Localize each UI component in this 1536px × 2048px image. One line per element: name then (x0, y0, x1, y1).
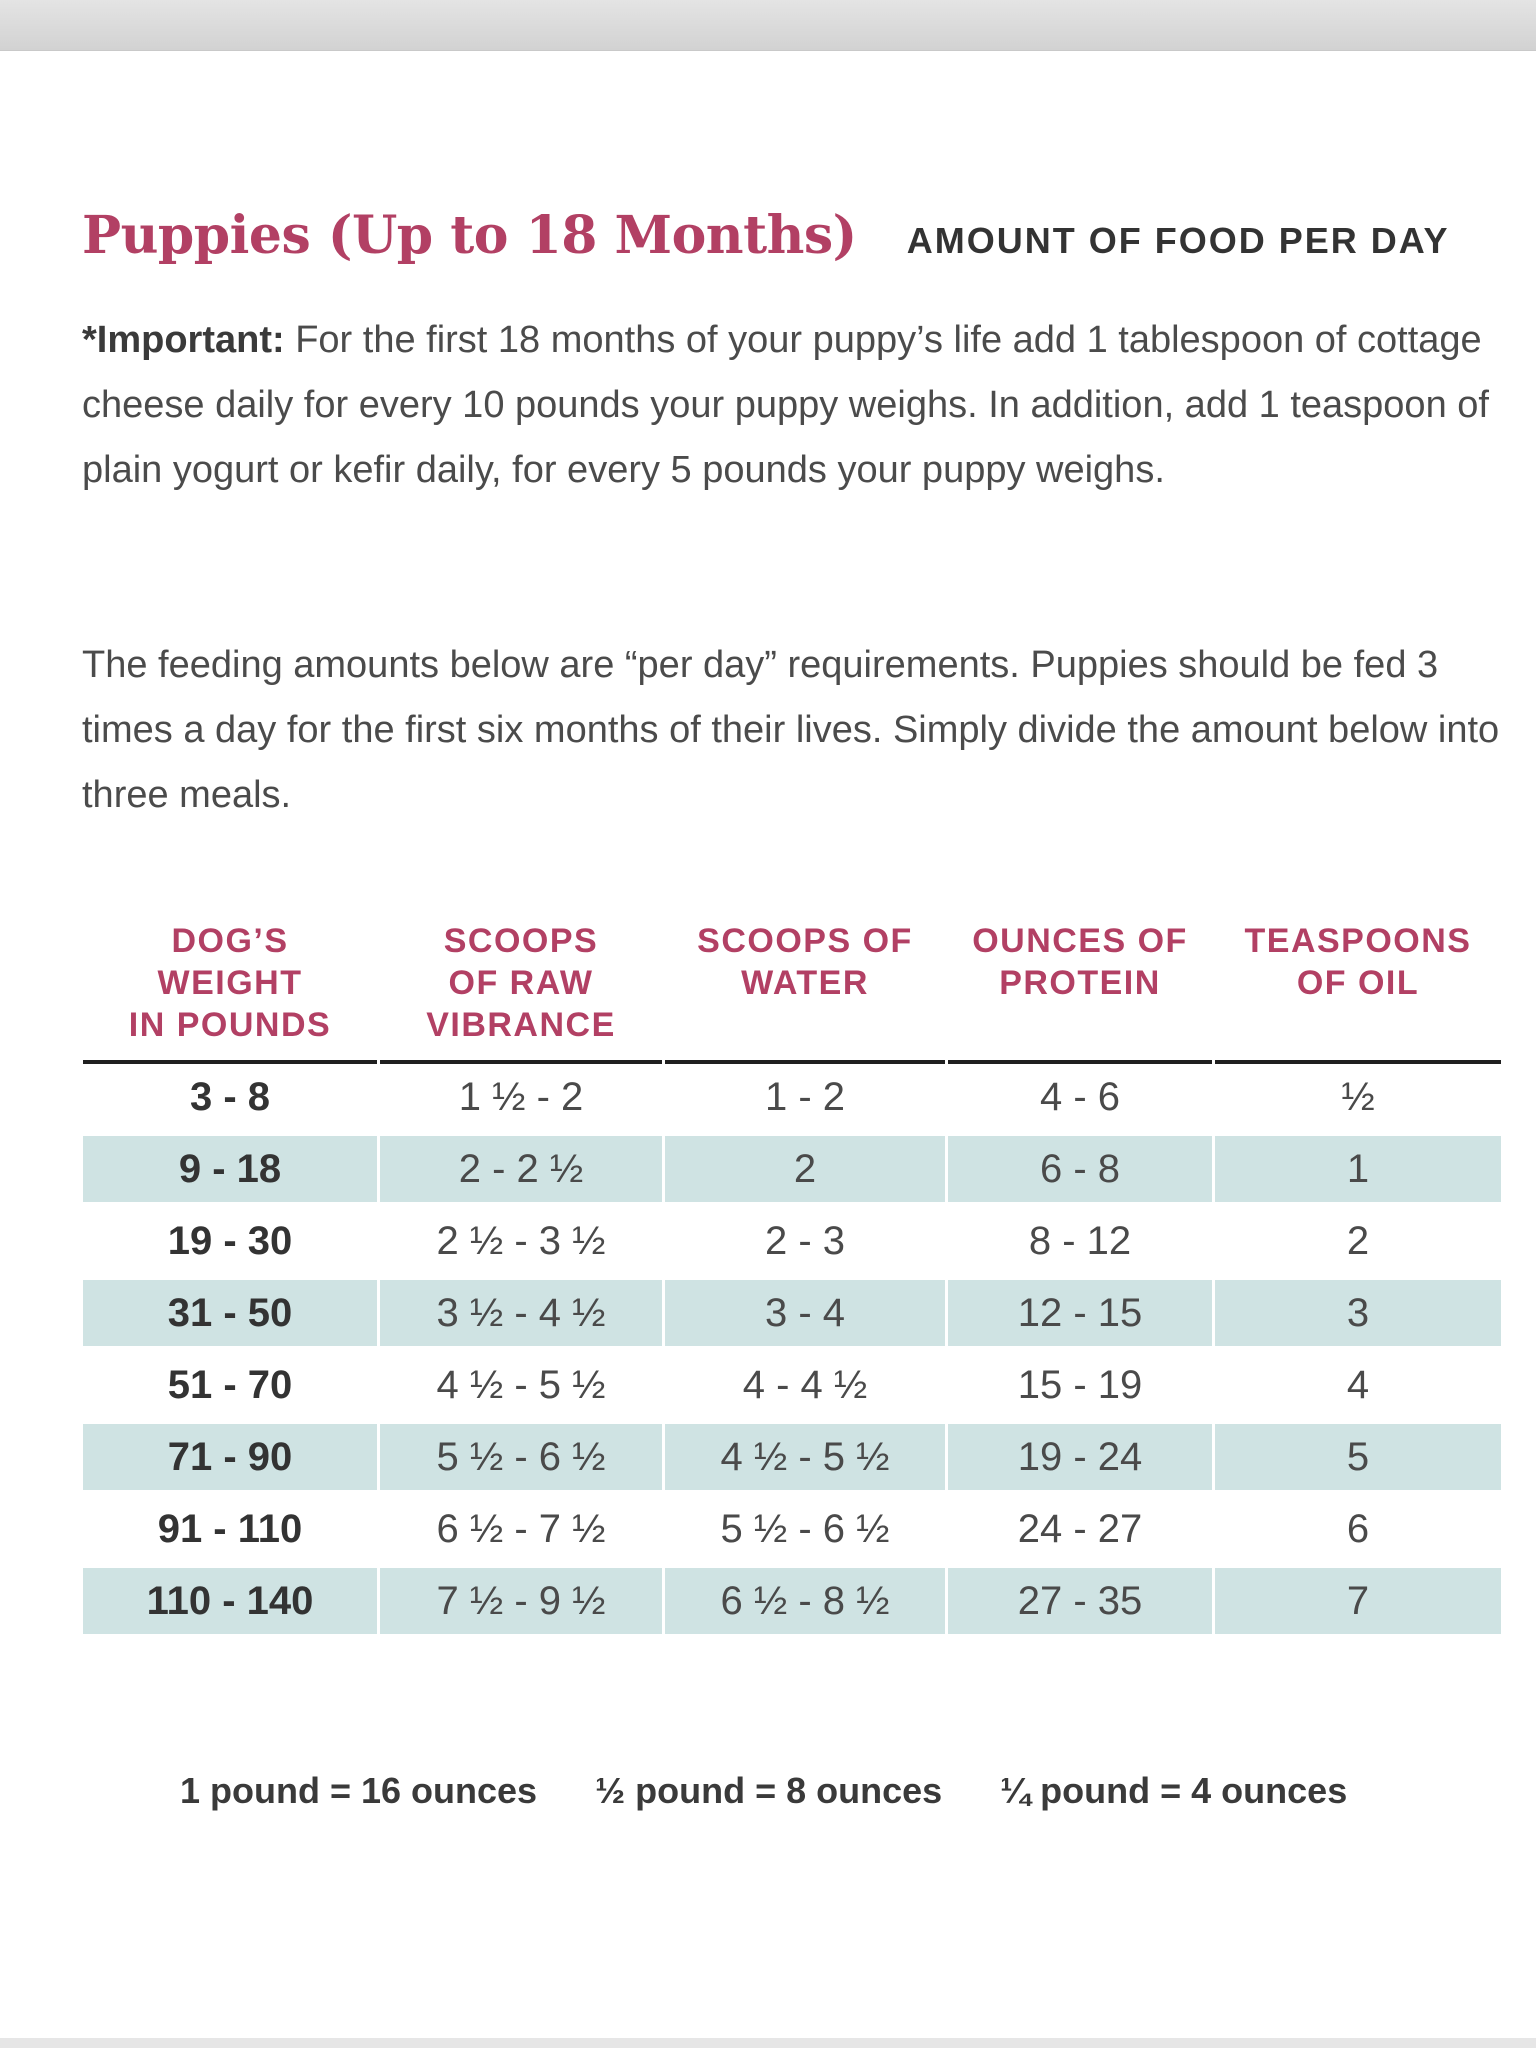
header-ounces-protein: OUNCES OF PROTEIN (972, 922, 1188, 1002)
table-cell: 3 - 4 (665, 1280, 945, 1352)
table-cell: 2 - 2 ½ (380, 1136, 662, 1208)
table-cell: 110 - 140 (83, 1568, 377, 1640)
table-cell: 1 - 2 (665, 1064, 945, 1136)
table-header-row (83, 920, 1501, 1060)
page-subtitle: AMOUNT OF FOOD PER DAY (906, 220, 1450, 261)
table-cell: 8 - 12 (948, 1208, 1212, 1280)
table-cell: 19 - 24 (948, 1424, 1212, 1496)
table-cell: 5 (1215, 1424, 1501, 1496)
table-cell: 4 - 6 (948, 1064, 1212, 1136)
table-cell: 6 - 8 (948, 1136, 1212, 1208)
table-cell: 19 - 30 (83, 1208, 377, 1280)
table-row (83, 1280, 1501, 1352)
important-text: For the first 18 months of your puppy’s life add 1 tablespoon of cottage cheese daily for every 10 pounds your puppy weighs. In addition, add 1 teaspoon of plain yogurt or kefir daily, for every 5 pounds your puppy weighs. (82, 319, 1489, 491)
table-cell: 2 ½ - 3 ½ (380, 1208, 662, 1280)
table-cell: 3 (1215, 1280, 1501, 1352)
table-cell: 2 (665, 1136, 945, 1208)
table-row (83, 1208, 1501, 1280)
table-cell: 7 ½ - 9 ½ (380, 1568, 662, 1640)
table-cell: 4 ½ - 5 ½ (665, 1424, 945, 1496)
header-weight: DOG’S WEIGHT IN POUNDS (128, 922, 332, 1044)
conversion-list (180, 1770, 1420, 1812)
table-row (83, 1064, 1501, 1136)
table-cell: 15 - 19 (948, 1352, 1212, 1424)
header-scoops-raw: SCOOPS OF RAW VIBRANCE (426, 922, 616, 1044)
table-cell: 24 - 27 (948, 1496, 1212, 1568)
table-cell: 6 (1215, 1496, 1501, 1568)
table-cell: 91 - 110 (83, 1496, 377, 1568)
top-bar (0, 0, 1536, 51)
table-cell: 1 ½ - 2 (380, 1064, 662, 1136)
page-title: Puppies (Up to 18 Months) (82, 205, 857, 266)
table-row (83, 1136, 1501, 1208)
table-cell: 9 - 18 (83, 1136, 377, 1208)
table-body (83, 1064, 1501, 1640)
header-scoops-water: SCOOPS OF WATER (697, 922, 913, 1002)
table-cell: 3 ½ - 4 ½ (380, 1280, 662, 1352)
important-note (82, 308, 1522, 503)
table-cell: 3 - 8 (83, 1064, 377, 1136)
table-cell: 5 ½ - 6 ½ (665, 1496, 945, 1568)
table-cell: 6 ½ - 7 ½ (380, 1496, 662, 1568)
important-label: *Important: (82, 319, 285, 361)
header-teaspoons-oil: TEASPOONS OF OIL (1244, 922, 1472, 1002)
table-row (83, 1424, 1501, 1496)
table-cell: 5 ½ - 6 ½ (380, 1424, 662, 1496)
table-cell: 71 - 90 (83, 1424, 377, 1496)
table-cell: 4 (1215, 1352, 1501, 1424)
table-cell: 1 (1215, 1136, 1501, 1208)
table-row (83, 1568, 1501, 1640)
table-cell: 4 - 4 ½ (665, 1352, 945, 1424)
table-cell: 6 ½ - 8 ½ (665, 1568, 945, 1640)
table-row (83, 1496, 1501, 1568)
table-cell: 31 - 50 (83, 1280, 377, 1352)
table-row (83, 1352, 1501, 1424)
feeding-table (80, 920, 1504, 1640)
table-cell: 27 - 35 (948, 1568, 1212, 1640)
table-cell: 12 - 15 (948, 1280, 1212, 1352)
table-cell: 2 - 3 (665, 1208, 945, 1280)
bottom-edge (0, 2038, 1536, 2048)
table-cell: 7 (1215, 1568, 1501, 1640)
conversion-item: 1 pound = 16 ounces (180, 1770, 538, 1811)
heading (82, 205, 1502, 266)
conversion-item: ¼ pound = 4 ounces (1000, 1770, 1348, 1811)
instructions-text: The feeding amounts below are “per day” requirements. Puppies should be fed 3 times a day for the first six months of their lives. Simply divide the amount below into three meals. (82, 644, 1500, 816)
table-cell: 51 - 70 (83, 1352, 377, 1424)
table-cell: 2 (1215, 1208, 1501, 1280)
conversion-item: ½ pound = 8 ounces (595, 1770, 943, 1811)
table-cell: ½ (1215, 1064, 1501, 1136)
table-cell: 4 ½ - 5 ½ (380, 1352, 662, 1424)
